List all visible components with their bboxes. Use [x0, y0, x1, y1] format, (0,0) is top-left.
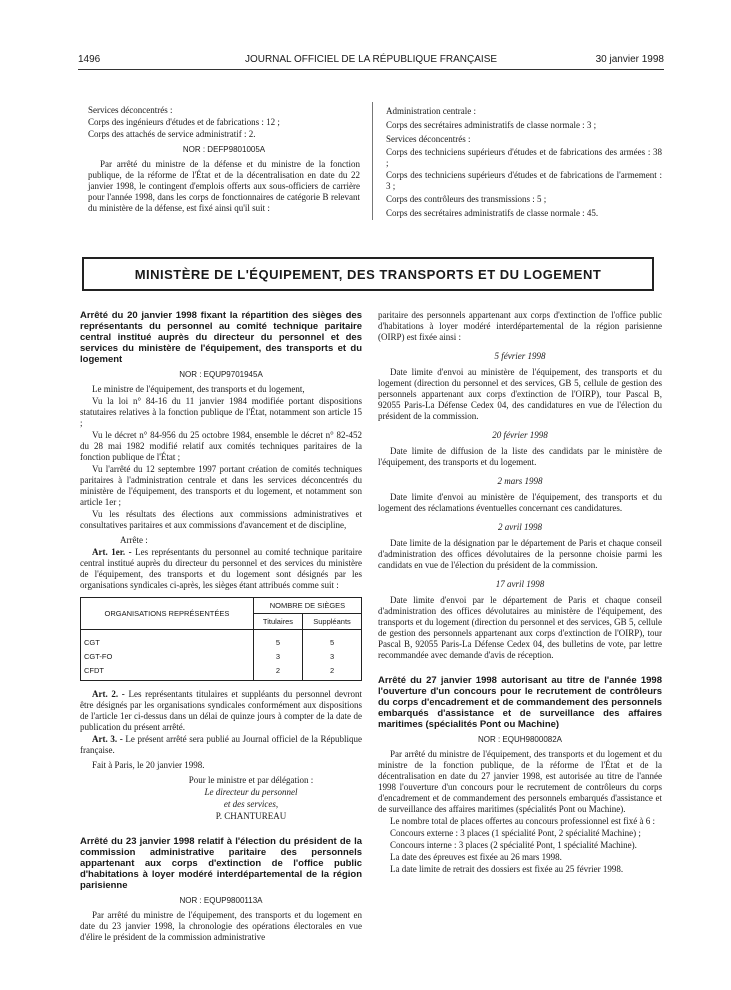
article-3: [80, 734, 362, 756]
table-cell: 5: [303, 630, 362, 651]
signatory-name: P. CHANTUREAU: [215, 811, 287, 821]
deadline-date: 17 avril 1998: [495, 579, 545, 589]
paragraph: Vu les résultats des élections aux commissions administratives et consultatives paritaires et aux commissions d'avancement et de discipline,: [80, 509, 362, 530]
article-label: Art. 1er. -: [92, 547, 132, 557]
deadline-date: 2 avril 1998: [498, 522, 542, 532]
journal-title: JOURNAL OFFICIEL DE LA RÉPUBLIQUE FRANÇAISE: [244, 54, 498, 65]
article-text: Les représentants du personnel au comité technique paritaire central institué auprès du directeur du personnel et des services du ministère de l'équipement, des transports et du logement sont désignés par les organisations syndicales ci-après, les sièges étant attribués comme suit :: [80, 547, 362, 590]
table-row: [81, 664, 362, 681]
table-row: [81, 650, 362, 664]
table-cell: 3: [253, 650, 302, 664]
text-line: Corps des techniciens supérieurs d'études et de fabrications des armées : 38 ;: [386, 147, 662, 168]
text-line: Corps des secrétaires administratifs de classe normale : 3 ;: [386, 120, 597, 130]
ministry-banner: MINISTÈRE DE L'ÉQUIPEMENT, DES TRANSPORTS ET DU LOGEMENT: [82, 257, 654, 291]
deadline-date: 5 février 1998: [494, 351, 546, 361]
text-line: Services déconcentrés :: [88, 105, 173, 115]
text-line: Corps des attachés de service administratif : 2.: [88, 129, 256, 139]
article-label: Art. 3. -: [92, 734, 123, 744]
nor-reference: NOR : EQUH9800082A: [477, 735, 563, 744]
table-row: [81, 630, 362, 651]
paragraph: Par arrêté du ministre de l'équipement, des transports et du logement en date du 23 janvier 1998, la chronologie des opérations électorales en vue d'élire le président de la commission administrative: [80, 910, 362, 942]
article-text: Le présent arrêté sera publié au Journal officiel de la République française.: [80, 734, 362, 755]
table-cell: 5: [253, 630, 302, 651]
seats-table: [80, 597, 362, 681]
text-line: Corps des techniciens supérieurs d'études et de fabrications de l'armement : 3 ;: [386, 170, 662, 191]
table-cell: 3: [303, 650, 362, 664]
table-header-titulaires: Titulaires: [253, 614, 302, 630]
decree-title: Arrêté du 20 janvier 1998 fixant la répartition des sièges des représentants du personnel au comité technique paritaire central institué auprès du directeur du personnel et des services du ministère de l'équipement, des transports et du logement: [80, 310, 362, 365]
article-2: [80, 689, 362, 733]
nor-reference: NOR : DEFP9801005A: [182, 145, 266, 154]
paragraph: Concours externe : 3 places (1 spécialité Pont, 2 spécialité Machine) ;: [390, 828, 641, 838]
article-label: Art. 2. -: [92, 689, 125, 699]
table-cell: 2: [253, 664, 302, 681]
paragraph: Concours interne : 3 places (2 spécialité Pont, 1 spécialité Machine).: [390, 840, 637, 850]
top-left-column: [88, 105, 360, 215]
paragraph: Date limite d'envoi au ministère de l'équipement, des transports et du logement des réclamations éventuelles concernant ces candidatures.: [378, 492, 662, 513]
table-cell: CGT: [81, 630, 254, 651]
text-line: Corps des secrétaires administratifs de classe normale : 45.: [386, 208, 599, 218]
article-text: Les représentants titulaires et suppléants du personnel devront être désignés par les organisations syndicales conformément aux dispositions de l'article 1er ci-dessus dans un délai de quinze jours à compter de la date de publication du présent arrêté.: [80, 689, 362, 732]
nor-reference: NOR : EQUP9701945A: [179, 370, 263, 379]
signature-date: Fait à Paris, le 20 janvier 1998.: [92, 760, 205, 770]
table-header-group: NOMBRE DE SIÈGES: [253, 598, 361, 614]
table-header-org: ORGANISATIONS REPRÉSENTÉES: [81, 598, 254, 630]
paragraph: Le ministre de l'équipement, des transports et du logement,: [92, 384, 305, 394]
text-line: Corps des ingénieurs d'études et de fabrications : 12 ;: [88, 117, 280, 127]
header-rule: [78, 69, 664, 70]
paragraph: La date des épreuves est fixée au 26 mars 1998.: [390, 852, 562, 862]
decree-title: Arrêté du 27 janvier 1998 autorisant au titre de l'année 1998 l'ouverture d'un concours pour le recrutement de contrôleurs du corps d'encadrement et de commandement des personnels embarqués d'assistance et de surveillance des affaires maritimes (spécialités Pont ou Machine): [378, 675, 662, 730]
paragraph: Le nombre total de places offertes au concours professionnel est fixé à 6 :: [390, 816, 655, 826]
paragraph: Par arrêté du ministre de l'équipement, des transports et du logement et du ministre de la fonction publique, de la réforme de l'État et de la décentralisation en date du 27 janvier 1998, est autorisée au titre de l'année 1998 l'ouverture d'un concours pour le recrutement de contrôleurs du corps d'encadrement et de commandement des personnels embarqués d'assistance et de surveillance des affaires maritimes (spécialités Pont ou Machine).: [378, 749, 662, 814]
paragraph: Date limite d'envoi au ministère de l'équipement, des transports et du logement (direction du personnel et des services, GB 5, cellule de gestion des personnels appartenant aux corps d'extinction de l'OIRP), tour Pascal B, 92055 Paris-La Défense Cedex 04, des candidatures en vue de l'élection du président de la commission.: [378, 367, 662, 421]
article-1: [80, 547, 362, 591]
table-cell: CGT-FO: [81, 650, 254, 664]
text-line: Corps des contrôleurs des transmissions : 5 ;: [386, 194, 547, 204]
column-divider: [372, 102, 373, 220]
paragraph: Vu la loi n° 84-16 du 11 janvier 1984 modifiée portant dispositions statutaires relatives à la fonction publique de l'État, notamment son article 15 ;: [80, 396, 362, 428]
paragraph: Date limite de la désignation par le département de Paris et chaque conseil d'administration des offices dévolutaires de la personne choisie parmi les candidats en vue de l'élection du président de la commission.: [378, 538, 662, 570]
paragraph: La date limite de retrait des dossiers est fixée au 25 février 1998.: [390, 864, 624, 874]
page-number: 1496: [78, 54, 101, 65]
paragraph: Par arrêté du ministre de la défense et du ministre de la fonction publique, de la réforme de l'État et de la décentralisation en date du 22 janvier 1998, le contingent d'emplois offerts aux sous-officiers de carrière pour l'année 1998, dans les corps de fonctionnaires de catégorie B relevant du ministère de la défense, est fixé ainsi qu'il suit :: [88, 159, 360, 213]
nor-reference: NOR : EQUP9800113A: [179, 896, 263, 905]
paragraph: Vu l'arrêté du 12 septembre 1997 portant création de comités techniques paritaires à l'administration centrale et dans les services déconcentrés du ministère de l'équipement, des transports et du logement, et notamment son article 1er ;: [80, 464, 362, 507]
table-cell: CFDT: [81, 664, 254, 681]
issue-date: 30 janvier 1998: [595, 54, 664, 65]
paragraph: Date limite de diffusion de la liste des candidats par le ministère de l'équipement, des transports et du logement.: [378, 446, 662, 467]
text-line: Services déconcentrés :: [386, 134, 471, 144]
page-header: [78, 54, 664, 68]
top-right-column: [386, 105, 662, 221]
left-column: [80, 310, 362, 944]
paragraph: Vu le décret n° 84-956 du 25 octobre 1984, ensemble le décret n° 82-452 du 28 mai 1982 modifié relatif aux comités techniques paritaires de la fonction publique de l'État ;: [80, 430, 362, 462]
signature-line: et des services,: [223, 799, 279, 809]
table-header-suppleants: Suppléants: [303, 614, 362, 630]
paragraph: Date limite d'envoi par le département de Paris et chaque conseil d'administration des offices dévolutaires au ministère de l'équipement, des transports et du logement (direction du personnel et des services, GB 5, cellule de gestion des personnels appartenant aux corps d'extinction de l'OIRP), tour Pascal B, 92055 Paris-La Défense Cedex 04, des bulletins de vote, par lettre recommandée avec demande d'avis de réception.: [378, 595, 662, 660]
right-column: [378, 310, 662, 876]
deadline-date: 20 février 1998: [492, 430, 548, 440]
text-line: Administration centrale :: [386, 106, 476, 116]
signature-line: Le directeur du personnel: [204, 787, 298, 797]
table-cell: 2: [303, 664, 362, 681]
signature-line: Pour le ministre et par délégation :: [188, 775, 314, 785]
paragraph: paritaire des personnels appartenant aux corps d'extinction de l'office public d'habitations à loyer modéré interdépartemental de la région parisienne (OIRP) est fixée ainsi :: [378, 310, 662, 342]
arrete-heading: Arrête :: [120, 535, 148, 545]
decree-title: Arrêté du 23 janvier 1998 relatif à l'élection du président de la commission administrative paritaire des personnels appartenant aux corps d'extinction de l'office public d'habitations à loyer modéré interdépartemental de la région parisienne: [80, 836, 362, 891]
deadline-date: 2 mars 1998: [497, 476, 543, 486]
